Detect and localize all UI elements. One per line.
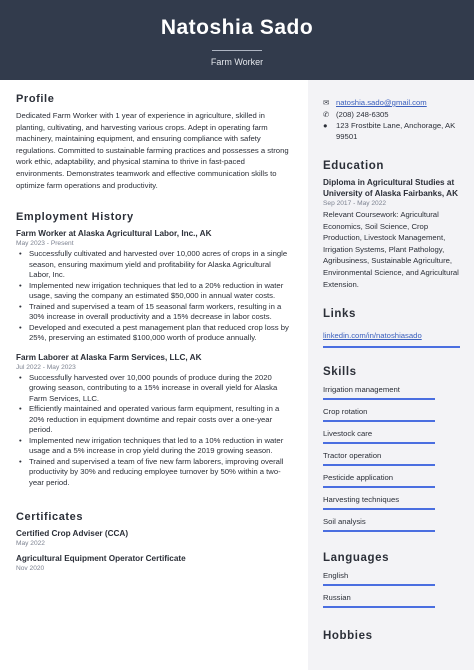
language-label: English bbox=[323, 571, 349, 581]
education-dates: Sep 2017 - May 2022 bbox=[323, 200, 387, 207]
skill-item bbox=[323, 407, 460, 422]
linkedin-link[interactable]: linkedin.com/in/natoshiasado bbox=[323, 331, 422, 341]
skill-label: Harvesting techniques bbox=[323, 495, 400, 505]
degree-title: Diploma in Agricultural Studies at University of Alaska Fairbanks, AK bbox=[323, 178, 458, 198]
job-bullet: • Implemented new irrigation techniques that led to a 20% reduction in water usage, saving the company an estimated $50,000 in annual water costs. bbox=[16, 281, 292, 302]
language-item bbox=[323, 571, 460, 586]
skill-bar bbox=[323, 398, 435, 400]
contact-address bbox=[323, 121, 460, 142]
language-item bbox=[323, 593, 460, 608]
envelope-icon: ✉ bbox=[323, 98, 330, 107]
contact-phone bbox=[323, 110, 460, 121]
employment-section bbox=[16, 211, 292, 488]
skill-label: Livestock care bbox=[323, 429, 373, 439]
link-underline-bar bbox=[323, 346, 460, 348]
candidate-role: Farm Worker bbox=[210, 57, 264, 67]
language-bar bbox=[323, 606, 435, 608]
language-bar bbox=[323, 584, 435, 586]
skill-item bbox=[323, 429, 460, 444]
job-title: Farm Worker at Alaska Agricultural Labor, Inc., AK bbox=[16, 229, 212, 239]
skill-bar bbox=[323, 464, 435, 466]
job-bullet: • Trained and supervised a team of five new farm laborers, improving overall productivity by 30% and reducing employee turnover by 50% within a two-year period. bbox=[16, 457, 292, 489]
job-bullets bbox=[16, 373, 292, 489]
skill-label: Crop rotation bbox=[323, 407, 368, 417]
certificate-entry bbox=[16, 553, 292, 574]
contact-section bbox=[323, 98, 460, 142]
coursework-text: Relevant Coursework: Agricultural Economics, Soil Science, Crop Production, Livestock Management, Irrigation Systems, Plant Pathology, Agribusiness, Sustainable Agriculture, Environmental Science, and Agricultural Extension. bbox=[323, 210, 459, 289]
certificate-entry bbox=[16, 528, 292, 549]
job-dates: May 2023 - Present bbox=[16, 240, 74, 248]
main-column bbox=[16, 93, 292, 574]
profile-section bbox=[16, 93, 292, 191]
job-bullet: • Successfully harvested over 10,000 pounds of produce during the 2020 growing season, contributing to a 15% increase in overall yield for Alaska Farm Services, LLC. bbox=[16, 373, 292, 405]
skill-bar bbox=[323, 442, 435, 444]
education-section bbox=[323, 160, 460, 290]
skill-item bbox=[323, 495, 460, 510]
contact-email bbox=[323, 98, 460, 109]
certificate-name: Agricultural Equipment Operator Certificate bbox=[16, 554, 186, 564]
skill-label: Pesticide application bbox=[323, 473, 394, 483]
skills-section bbox=[323, 366, 460, 532]
language-label: Russian bbox=[323, 593, 351, 603]
certificates-section bbox=[16, 511, 292, 574]
email-link[interactable]: natoshia.sado@gmail.com bbox=[336, 98, 427, 107]
certificate-date: May 2022 bbox=[16, 540, 45, 548]
skill-bar bbox=[323, 508, 435, 510]
profile-text: Dedicated Farm Worker with 1 year of experience in agriculture, skilled in planting, cultivating, and harvesting various crops. Adept in operating farm machinery, maintaining equipment, and ensuring compliance with safety regulations. Committed to sustainable farming practices and possesses a strong work ethic, adaptability, and physical stamina to thrive in fast-paced environments. Demonstrates teamwork and effective communication skills to optimize farm operations and productivity. bbox=[16, 111, 289, 190]
job-bullets bbox=[16, 249, 292, 344]
skill-item bbox=[323, 451, 460, 466]
education-heading: Education bbox=[323, 160, 384, 172]
job-bullet: • Successfully cultivated and harvested over 10,000 acres of crops in a single season, ensuring maximum yield and profitability for Alaska Agricultural Labor, Inc. bbox=[16, 249, 292, 281]
job-entry bbox=[16, 352, 292, 489]
skill-item bbox=[323, 473, 460, 488]
skills-heading: Skills bbox=[323, 366, 357, 379]
map-pin-icon: ● bbox=[323, 121, 328, 130]
profile-heading: Profile bbox=[16, 93, 55, 105]
job-bullet: • Efficiently maintained and operated various farm equipment, resulting in a 20% reduction in equipment downtime and repair costs over a one-year period. bbox=[16, 404, 292, 436]
sidebar bbox=[308, 80, 474, 670]
links-heading: Links bbox=[323, 308, 357, 321]
resume-header bbox=[0, 0, 474, 80]
languages-section bbox=[323, 552, 460, 608]
job-bullet: • Developed and executed a pest management plan that reduced crop loss by 25%, preserving an estimated $100,000 worth of produce annually. bbox=[16, 323, 292, 344]
skill-label: Irrigation management bbox=[323, 385, 400, 395]
job-bullet: • Trained and supervised a team of 15 seasonal farm workers, resulting in a 30% increase in overall productivity and a 15% decrease in labor costs. bbox=[16, 302, 292, 323]
hobbies-heading: Hobbies bbox=[323, 630, 373, 643]
skill-bar bbox=[323, 420, 435, 422]
phone-number: (208) 248-6305 bbox=[336, 109, 389, 119]
job-entry bbox=[16, 228, 292, 344]
skill-bar bbox=[323, 486, 435, 488]
certificate-name: Certified Crop Adviser (CCA) bbox=[16, 529, 129, 539]
links-section bbox=[323, 308, 460, 348]
skill-label: Soil analysis bbox=[323, 517, 366, 527]
job-title: Farm Laborer at Alaska Farm Services, LLC, AK bbox=[16, 352, 202, 362]
skill-item bbox=[323, 517, 460, 532]
skill-label: Tractor operation bbox=[323, 451, 382, 461]
candidate-name: Natoshia Sado bbox=[160, 16, 314, 39]
job-dates: Jul 2022 - May 2023 bbox=[16, 363, 76, 371]
skill-bar bbox=[323, 530, 435, 532]
job-bullet: • Implemented new irrigation techniques that led to a 10% reduction in water usage and a 5% increase in crop yield during the 2019 growing season. bbox=[16, 436, 292, 457]
skill-item bbox=[323, 385, 460, 400]
phone-icon: ✆ bbox=[323, 109, 330, 119]
hobbies-section bbox=[323, 630, 460, 642]
certificate-date: Nov 2020 bbox=[16, 565, 45, 573]
address-text: 123 Frostbite Lane, Anchorage, AK 99501 bbox=[336, 121, 456, 141]
employment-heading: Employment History bbox=[16, 211, 134, 224]
certificates-heading: Certificates bbox=[16, 511, 84, 524]
languages-heading: Languages bbox=[323, 552, 390, 565]
header-divider bbox=[212, 50, 262, 51]
